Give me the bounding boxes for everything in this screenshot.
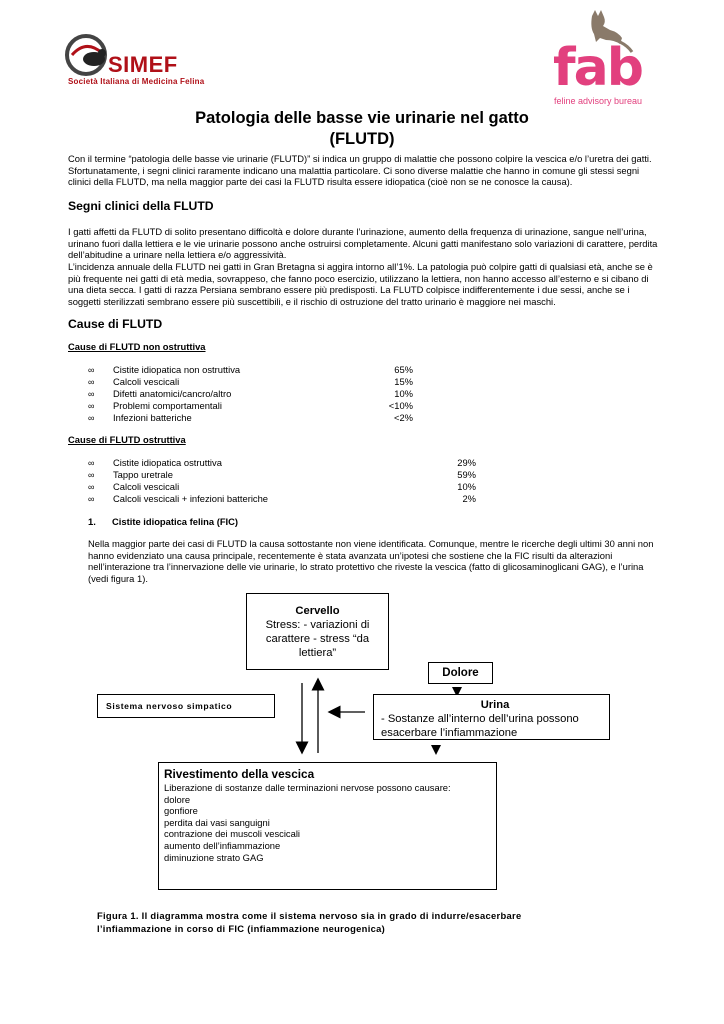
list-item-label: Cistite idiopatica non ostruttiva [113, 364, 241, 375]
vescica-line: diminuzione strato GAG [164, 851, 264, 863]
list-item-label: Calcoli vescicali [113, 376, 180, 387]
vescica-line: gonfiore [164, 805, 198, 817]
figure-caption: Figura 1. Il diagramma mostra come il sistema nervoso sia in grado di indurre/esacerbare l’infiammazione in corso di FIC (infiammazione neurogenica) [97, 910, 522, 934]
list-item-percent: <10% [388, 400, 413, 411]
fic-heading [88, 516, 238, 527]
segni-paragraph-2: L’incidenza annuale della FLUTD nei gatti in Gran Bretagna si aggira intorno all’1%. La patologia può colpire gatti di qualsiasi età, anche se è più frequente nei gatti di età media, sovrappeso, che fanno poco esercizio, utilizzano la lettiera, non hanno accesso all’esterno e si cibano di una dieta secca. I gatti di razza Persiana sembrano essere più predisposti. La FLUTD colpisce indifferentemente i due sessi, anche se i soggetti sterilizzati sembrano essere più suscettibili, e il rischio di ostruzione del tratto urinario è maggiore nei maschi. [68, 261, 653, 307]
list-item [88, 481, 476, 493]
diagram-box-simpatico: Sistema nervoso simpatico [97, 694, 275, 718]
cervello-text: Stress: - variazioni di carattere - stress “da lettiera” [265, 619, 370, 659]
list-item-percent: 29% [457, 457, 476, 468]
diagram-box-cervello [246, 593, 389, 670]
diagram-box-dolore: Dolore [428, 662, 493, 684]
vescica-line: aumento dell’infiammazione [164, 839, 281, 851]
segni-paragraph-1: I gatti affetti da FLUTD di solito presentano difficoltà e dolore durante l’urinazione, aumento della frequenza di urinazione, sangue nell’urina, urinano fuori dalla lettiera e le vie urinarie possono anche ostruirsi completamente. Alcuni gatti manifestano solo variazioni di carattere, perdita dell’abitudine a urinare nella lettiera e/o aggressività. [68, 226, 658, 261]
vescica-line: contrazione dei muscoli vescicali [164, 828, 300, 840]
urina-text: - Sostanze all’interno dell’urina possono esacerbare l’infiammazione [381, 713, 579, 739]
list-item [88, 493, 476, 505]
page-title [0, 108, 724, 150]
page-title-text: Patologia delle basse vie urinarie nel gatto (FLUTD) [195, 109, 529, 148]
diagram-box-vescica [158, 762, 497, 890]
list-item-percent: 2% [462, 493, 476, 504]
cervello-title: Cervello [295, 605, 340, 617]
list-item [88, 469, 476, 481]
list-item-percent: 59% [457, 469, 476, 480]
list-item [88, 376, 413, 388]
bullet-icon: ∞ [88, 401, 95, 411]
bullet-icon: ∞ [88, 389, 95, 399]
intro-paragraph: Con il termine “patologia delle basse vie urinarie (FLUTD)” si indica un gruppo di malattie che possono colpire la vescica e/o l’uretra dei gatti. Sfortunatamente, i segni clinici raramente indicano una malattia particolare. Ci sono diverse malattie che hanno in comune gli stessi segni clinici della FLUTD, ma nella maggior parte dei casi la FLUTD risulta essere idiopatica (cioè non se ne conosce la causa). [68, 153, 652, 188]
urina-title: Urina [480, 699, 510, 711]
simef-emblem-icon [64, 33, 110, 79]
list-item-label: Calcoli vescicali + infezioni batteriche [113, 493, 269, 504]
list-item-label: Difetti anatomici/cancro/altro [113, 388, 232, 399]
list-item [88, 364, 413, 376]
cause-heading: Cause di FLUTD [68, 317, 163, 331]
list-item [88, 400, 413, 412]
list-item-percent: <2% [393, 412, 413, 423]
list-item-label: Problemi comportamentali [113, 400, 222, 411]
list-item-percent: 10% [457, 481, 476, 492]
list-item-label: Tappo uretrale [113, 469, 173, 480]
segni-heading: Segni clinici della FLUTD [68, 199, 214, 213]
fic-paragraph: Nella maggior parte dei casi di FLUTD la causa sottostante non viene identificata. Comunque, mentre le ricerche degli ultimi 30 anni non hanno evidenziato una causa principale, recentemente è stata avanzata un’ipotesi che sostiene che la FIC risulti da alterazioni nell’interazione tra l’innervazione delle vie urinarie, lo strato protettivo che riveste la vescica (fatto di glicosaminoglicani GAG), e l’urina (vedi figura 1). [88, 538, 654, 584]
list-item [88, 457, 476, 469]
list-item-label: Calcoli vescicali [113, 481, 180, 492]
list-item-label: Cistite idiopatica ostruttiva [113, 457, 222, 468]
simef-name: SIMEF [108, 52, 178, 77]
bullet-icon: ∞ [88, 482, 95, 492]
bullet-icon: ∞ [88, 365, 95, 375]
bullet-icon: ∞ [88, 377, 95, 387]
fic-heading-text: Cistite idiopatica felina (FIC) [112, 516, 239, 527]
diagram-box-urina [373, 694, 610, 740]
arrow-down-urina [431, 745, 441, 755]
list-item-percent: 15% [394, 376, 413, 387]
fab-name: fab [553, 38, 642, 98]
fab-subtitle: feline advisory bureau [554, 96, 643, 106]
vescica-line: perdita dai vasi sanguigni [164, 816, 270, 828]
list-item [88, 412, 413, 424]
vescica-title: Rivestimento della vescica [164, 767, 315, 781]
non-ostruttiva-heading: Cause di FLUTD non ostruttiva [68, 341, 206, 352]
list-item-label: Infezioni batteriche [113, 412, 192, 423]
bullet-icon: ∞ [88, 413, 95, 423]
vescica-line: Liberazione di sostanze dalle terminazioni nervose possono causare: [164, 782, 451, 793]
vescica-line: dolore [164, 793, 191, 805]
simef-subtitle: Società Italiana di Medicina Felina [68, 77, 205, 86]
bullet-icon: ∞ [88, 470, 95, 480]
list-item-percent: 65% [394, 364, 413, 375]
bullet-icon: ∞ [88, 494, 95, 504]
ostruttiva-heading: Cause di FLUTD ostruttiva [68, 434, 186, 445]
bullet-icon: ∞ [88, 458, 95, 468]
fic-number: 1. [88, 516, 96, 527]
list-item-percent: 10% [394, 388, 413, 399]
list-item [88, 388, 413, 400]
